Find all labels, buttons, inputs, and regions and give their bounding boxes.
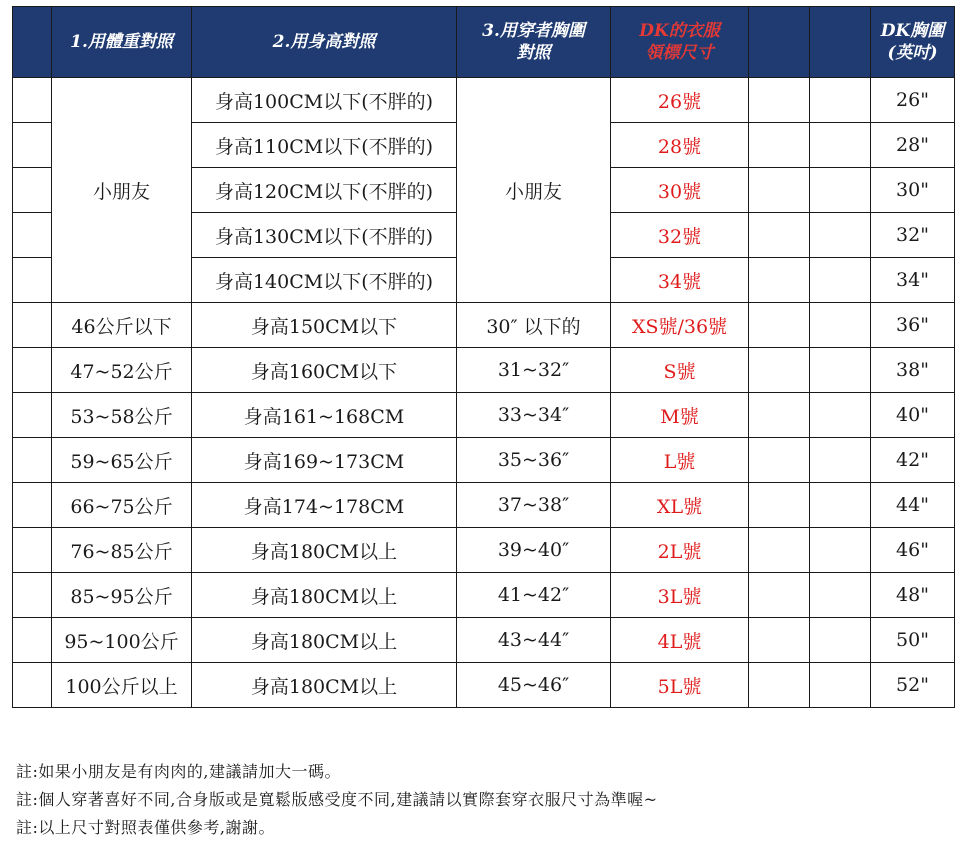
weight-cell: 95~100公斤 [52, 618, 192, 663]
height-cell: 身高169~173CM [192, 438, 457, 483]
empty-cell [749, 663, 810, 708]
empty-cell [749, 258, 810, 303]
row-blank-cell [13, 663, 52, 708]
row-blank-cell [13, 483, 52, 528]
dk-size-cell: L號 [611, 438, 749, 483]
weight-cell: 53~58公斤 [52, 393, 192, 438]
height-cell: 身高130CM以下(不胖的) [192, 213, 457, 258]
header-dk-size: DK的衣服 領標尺寸 [611, 7, 749, 78]
table-row [13, 348, 955, 393]
header-row [13, 7, 955, 78]
inch-cell: 44" [871, 483, 955, 528]
height-cell: 身高150CM以下 [192, 303, 457, 348]
row-blank-cell [13, 168, 52, 213]
header-inch: DK胸圍 (英吋) [871, 7, 955, 78]
header-weight: 1.用體重對照 [52, 7, 192, 78]
empty-cell [749, 483, 810, 528]
dk-size-cell: XL號 [611, 483, 749, 528]
inch-cell: 26" [871, 78, 955, 123]
empty-cell [749, 303, 810, 348]
chest-cell: 43~44″ [457, 618, 611, 663]
dk-size-cell: 4L號 [611, 618, 749, 663]
empty-cell [810, 483, 871, 528]
empty-cell [810, 663, 871, 708]
empty-cell [749, 573, 810, 618]
dk-size-cell: 28號 [611, 123, 749, 168]
header-blank [810, 7, 871, 78]
height-cell: 身高180CM以上 [192, 528, 457, 573]
header-blank [13, 7, 52, 78]
chest-cell: 41~42″ [457, 573, 611, 618]
empty-cell [810, 438, 871, 483]
row-blank-cell [13, 78, 52, 123]
weight-cell: 47~52公斤 [52, 348, 192, 393]
table-row [13, 573, 955, 618]
weight-cell: 100公斤以上 [52, 663, 192, 708]
empty-cell [810, 528, 871, 573]
inch-cell: 28" [871, 123, 955, 168]
row-blank-cell [13, 618, 52, 663]
height-cell: 身高174~178CM [192, 483, 457, 528]
empty-cell [810, 258, 871, 303]
row-blank-cell [13, 213, 52, 258]
dk-size-cell: M號 [611, 393, 749, 438]
empty-cell [749, 78, 810, 123]
inch-cell: 52" [871, 663, 955, 708]
empty-cell [810, 573, 871, 618]
weight-cell: 46公斤以下 [52, 303, 192, 348]
height-cell: 身高180CM以上 [192, 663, 457, 708]
empty-cell [810, 348, 871, 393]
weight-cell: 66~75公斤 [52, 483, 192, 528]
dk-size-cell: 30號 [611, 168, 749, 213]
table-row [13, 618, 955, 663]
height-cell: 身高100CM以下(不胖的) [192, 78, 457, 123]
empty-cell [749, 213, 810, 258]
notes-section [16, 758, 657, 842]
weight-cell: 85~95公斤 [52, 573, 192, 618]
table-row [13, 303, 955, 348]
row-blank-cell [13, 393, 52, 438]
height-cell: 身高180CM以上 [192, 618, 457, 663]
inch-cell: 50" [871, 618, 955, 663]
weight-cell: 76~85公斤 [52, 528, 192, 573]
empty-cell [749, 168, 810, 213]
chest-cell: 39~40″ [457, 528, 611, 573]
row-blank-cell [13, 528, 52, 573]
empty-cell [749, 348, 810, 393]
height-cell: 身高140CM以下(不胖的) [192, 258, 457, 303]
height-cell: 身高120CM以下(不胖的) [192, 168, 457, 213]
height-cell: 身高180CM以上 [192, 573, 457, 618]
row-blank-cell [13, 303, 52, 348]
weight-cell: 59~65公斤 [52, 438, 192, 483]
table-row [13, 483, 955, 528]
empty-cell [749, 393, 810, 438]
inch-cell: 40" [871, 393, 955, 438]
note-line: 註:如果小朋友是有肉肉的,建議請加大一碼。 [16, 762, 341, 781]
empty-cell [810, 168, 871, 213]
dk-size-cell: 2L號 [611, 528, 749, 573]
inch-cell: 36" [871, 303, 955, 348]
empty-cell [749, 618, 810, 663]
dk-size-cell: S號 [611, 348, 749, 393]
chest-cell: 35~36″ [457, 438, 611, 483]
table-row [13, 78, 955, 123]
inch-cell: 46" [871, 528, 955, 573]
inch-cell: 38" [871, 348, 955, 393]
empty-cell [749, 438, 810, 483]
empty-cell [749, 123, 810, 168]
chest-cell: 30″ 以下的 [457, 303, 611, 348]
empty-cell [810, 618, 871, 663]
empty-cell [810, 303, 871, 348]
chest-cell: 31~32″ [457, 348, 611, 393]
dk-size-cell: 5L號 [611, 663, 749, 708]
row-blank-cell [13, 438, 52, 483]
row-blank-cell [13, 573, 52, 618]
empty-cell [810, 213, 871, 258]
height-cell: 身高160CM以下 [192, 348, 457, 393]
dk-size-cell: 34號 [611, 258, 749, 303]
chest-cell: 45~46″ [457, 663, 611, 708]
chest-cell: 33~34″ [457, 393, 611, 438]
note-line: 註:以上尺寸對照表僅供參考,謝謝。 [16, 818, 275, 837]
empty-cell [810, 78, 871, 123]
inch-cell: 48" [871, 573, 955, 618]
inch-cell: 32" [871, 213, 955, 258]
kids-chest-cell: 小朋友 [457, 78, 611, 303]
dk-size-cell: 3L號 [611, 573, 749, 618]
inch-cell: 42" [871, 438, 955, 483]
empty-cell [810, 393, 871, 438]
dk-size-cell: 32號 [611, 213, 749, 258]
kids-weight-cell: 小朋友 [52, 78, 192, 303]
dk-size-cell: 26號 [611, 78, 749, 123]
header-blank [749, 7, 810, 78]
inch-cell: 34" [871, 258, 955, 303]
empty-cell [810, 123, 871, 168]
inch-cell: 30" [871, 168, 955, 213]
height-cell: 身高161~168CM [192, 393, 457, 438]
header-height: 2.用身高對照 [192, 7, 457, 78]
header-chest: 3.用穿者胸圍 對照 [457, 7, 611, 78]
chest-cell: 37~38″ [457, 483, 611, 528]
row-blank-cell [13, 348, 52, 393]
note-line: 註:個人穿著喜好不同,合身版或是寬鬆版感受度不同,建議請以實際套穿衣服尺寸為準喔~ [16, 790, 658, 809]
height-cell: 身高110CM以下(不胖的) [192, 123, 457, 168]
table-row [13, 663, 955, 708]
size-chart-table [12, 6, 955, 708]
table-row [13, 528, 955, 573]
row-blank-cell [13, 123, 52, 168]
empty-cell [749, 528, 810, 573]
dk-size-cell: XS號/36號 [611, 303, 749, 348]
table-row [13, 393, 955, 438]
row-blank-cell [13, 258, 52, 303]
table-row [13, 438, 955, 483]
